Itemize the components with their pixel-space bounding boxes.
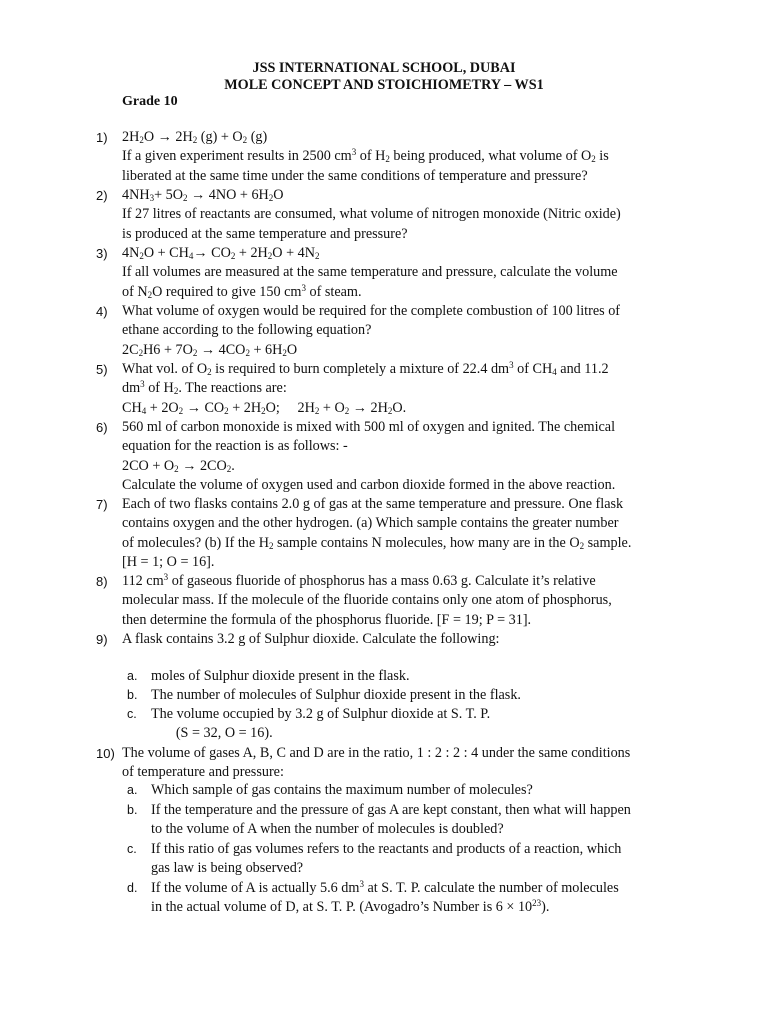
text-line: $dm^3$ of $H_2$. The reactions are: [122, 379, 287, 397]
question-number: 9) [96, 632, 108, 647]
sub-question-label: c. [127, 842, 137, 856]
text-line: The volume of gases A, B, C and D are in the ratio, 1 : 2 : 2 : 4 under the same conditions [122, 745, 631, 761]
sub-question-label: a. [127, 783, 138, 797]
text-line: 112 $cm^3$ of gaseous fluoride of phosphorus has a mass 0.63 g. Calculate it’s relative [122, 572, 596, 589]
text-line: equation for the reaction is as follows: - [122, 438, 348, 455]
text-line: molecular mass. If the molecule of the fluoride contains only one atom of phosphorus, [122, 592, 612, 609]
question-number: 5) [96, 362, 108, 377]
question-text [122, 302, 684, 360]
text-line: [H = 1; O = 16]. [122, 554, 215, 571]
text-line: liberated at the same time under the same conditions of temperature and pressure? [122, 167, 588, 184]
text-line: of $N_2O$ required to give 150 $cm^3$ of steam. [122, 282, 362, 300]
text-line: Which sample of gas contains the maximum number of molecules? [151, 782, 533, 798]
text-line: $2H_2O \to 2H_2$ $(g) + O_2$ (g) [122, 129, 268, 145]
question-number: 3) [96, 246, 108, 261]
question-number: 10) [96, 746, 115, 761]
text-line: 560 ml of carbon monoxide is mixed with 500 ml of oxygen and ignited. The chemical [122, 419, 616, 435]
sub-question-label: c. [127, 707, 137, 721]
grade-label: Grade 10 [122, 94, 178, 109]
question-number: 2) [96, 188, 108, 203]
question-text [122, 744, 684, 783]
text-line: to the volume of A when the number of molecules is doubled? [151, 821, 504, 838]
text-line: in the actual volume of D, at S. T. P. (Avogadro’s Number is $6 \times 10^{23}$). [151, 898, 550, 916]
text-line: A flask contains 3.2 g of Sulphur dioxide. Calculate the following: [122, 631, 500, 647]
worksheet-title: MOLE CONCEPT AND STOICHIOMETRY – WS1 [224, 77, 544, 93]
sub-question-label: b. [127, 688, 138, 702]
text-line: $2CO + O_2 \to 2CO_2$. [122, 457, 235, 474]
sub-question-text [151, 840, 691, 879]
text-line: $4N_2O + CH_4\to CO_2 + 2H_2O + 4N_2$ [122, 245, 320, 261]
text-line: moles of Sulphur dioxide present in the flask. [151, 668, 410, 684]
text-line: gas law is being observed? [151, 860, 304, 877]
text-line: then determine the formula of the phosphorus fluoride. [F = 19; P = 31]. [122, 611, 532, 628]
question-text [122, 630, 684, 649]
text-line: of molecules? (b) If the $H_2$ sample contains N molecules, how many are in the $O_2$ sample. [122, 534, 632, 551]
question-text [122, 572, 684, 630]
text-line: of temperature and pressure: [122, 764, 284, 781]
text-line: What volume of oxygen would be required for the complete combustion of 100 litres of [122, 303, 621, 319]
text-line: contains oxygen and the other hydrogen. (a) Which sample contains the greater number [122, 515, 619, 532]
question-text [122, 128, 684, 186]
text-line: $CH_4 + 2O_2 \to CO_2 + 2H_2O$; $2H_2 + O_2 \to 2H_2O$. [122, 399, 407, 416]
sub-question-text [151, 667, 691, 686]
text-line: If 27 litres of reactants are consumed, what volume of nitrogen monoxide (Nitric oxide) [122, 206, 621, 223]
text-line: $2C_2H6 + 7O_2 \to 4CO_2 + 6H_2O$ [122, 341, 298, 358]
text-line: Calculate the volume of oxygen used and carbon dioxide formed in the above reaction. [122, 477, 616, 494]
text-line: If the temperature and the pressure of gas A are kept constant, then what will happen [151, 802, 631, 818]
text-line: Each of two flasks contains 2.0 g of gas at the same temperature and pressure. One flask [122, 496, 624, 512]
text-line: is produced at the same temperature and pressure? [122, 225, 408, 242]
sub-question-text [151, 781, 691, 800]
text-line: The volume occupied by 3.2 g of Sulphur dioxide at S. T. P. [151, 706, 491, 722]
sub-question-text [151, 801, 691, 840]
question-text [122, 186, 684, 244]
question-text [122, 495, 684, 573]
text-line: If a given experiment results in 2500 $cm^3$ of $H_2$ being produced, what volume of $O_2$ is [122, 147, 609, 165]
question-number: 7) [96, 497, 108, 512]
question-text [122, 360, 684, 418]
text-line: If all volumes are measured at the same temperature and pressure, calculate the volume [122, 264, 618, 281]
sub-question-label: d. [127, 881, 138, 895]
text-line: If this ratio of gas volumes refers to the reactants and products of a reaction, which [151, 841, 622, 857]
text-line: What vol. of $O_2$ is required to burn completely a mixture of 22.4 $dm^3$ of $CH_4$ and 11.2 [122, 360, 609, 377]
sub-question-label: b. [127, 803, 138, 817]
question-number: 4) [96, 304, 108, 319]
school-name: JSS INTERNATIONAL SCHOOL, DUBAI [252, 60, 516, 76]
text-line: (S = 32, O = 16). [151, 725, 273, 742]
text-line: $4NH_3+ 5O_2 \to 4NO + 6H_2O$ [122, 187, 284, 203]
sub-question-text [151, 705, 691, 744]
sub-question-label: a. [127, 669, 138, 683]
sub-question-text [151, 686, 691, 705]
question-number: 6) [96, 420, 108, 435]
text-line: ethane according to the following equation? [122, 322, 372, 339]
text-line: If the volume of A is actually 5.6 $dm^3$ at S. T. P. calculate the number of molecules [151, 879, 619, 896]
question-number: 8) [96, 574, 108, 589]
text-line: The number of molecules of Sulphur dioxide present in the flask. [151, 687, 521, 703]
sub-question-text [151, 879, 691, 918]
question-text [122, 244, 684, 302]
question-number: 1) [96, 130, 108, 145]
question-text [122, 418, 684, 496]
